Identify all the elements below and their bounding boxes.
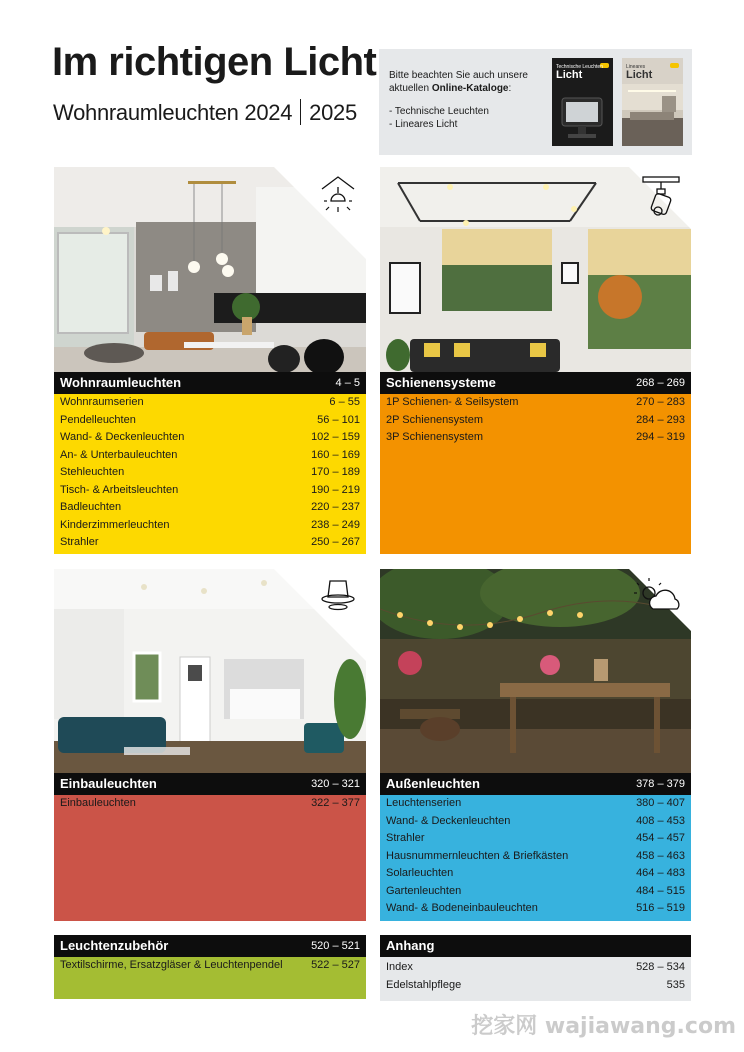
catalog-cover-technische-leuchten[interactable]: Technische Leuchten Licht [552,58,613,146]
section-list-einbauleuchten [54,795,366,921]
page-title: Im richtigen Licht [52,40,377,84]
list-item-pages: 160 – 169 [311,448,360,461]
sun-cloud-icon [631,575,687,617]
list-item-pages: 464 – 483 [636,867,685,879]
list-item-label: Textilschirme, Ersatzgläser & Leuchtenpendel [60,959,283,971]
section-bar-aussenleuchten[interactable] [380,773,691,795]
list-item-label: Badleuchten [60,501,122,513]
list-item-label: Hausnummernleuchten & Briefkästen [386,849,569,862]
list-item-pages: 102 – 159 [311,431,360,443]
list-item-pages: 322 – 377 [311,797,360,809]
online-catalogs-label: Online-Kataloge [431,83,509,94]
list-item[interactable] [54,429,366,447]
list-item-label: 1P Schienen- & Seilsystem [386,396,519,408]
list-item-label: Kinderzimmerleuchten [60,518,170,531]
list-item-pages: 458 – 463 [636,849,685,862]
list-item-label: Edelstahlpflege [386,978,462,991]
list-item[interactable] [380,959,691,977]
kitchen-image [622,84,683,146]
list-item-label: Tisch- & Arbeitsleuchten [60,483,179,496]
catalog-cover-lineares-licht[interactable]: Lineares Licht [622,58,683,146]
list-item-label: Index [386,961,413,973]
list-item-label: Wand- & Deckenleuchten [386,814,511,827]
list-item-pages: 528 – 534 [636,961,685,973]
page-subtitle [53,99,357,126]
section-list-aussenleuchten [380,795,691,921]
section-title: Einbauleuchten [60,776,157,791]
section-pages: 378 – 379 [636,778,685,790]
section-title: Leuchtenzubehör [60,938,169,953]
section-pages: 520 – 521 [311,940,360,952]
list-item[interactable] [54,394,366,412]
online-catalog-box[interactable] [379,49,692,155]
list-item[interactable] [54,957,366,975]
list-item-pages: 380 – 407 [636,797,685,809]
section-bar-wohnraumleuchten[interactable] [54,372,366,394]
list-item[interactable] [54,482,366,500]
online-catalog-text [389,69,549,131]
subtitle-year-end: 2025 [309,100,357,125]
list-item-pages: 250 – 267 [311,536,360,548]
list-item-label: Stehleuchten [60,466,125,478]
subtitle-divider [300,99,301,125]
list-item[interactable] [54,499,366,517]
section-pages: 320 – 321 [311,778,360,790]
online-item-lineares[interactable]: - Lineares Licht [389,119,458,130]
list-item-label: 3P Schienensystem [386,431,484,443]
section-pages: 4 – 5 [335,377,360,389]
list-item[interactable] [380,848,691,866]
list-item-label: Strahler [386,832,425,844]
list-item-label: An- & Unterbauleuchten [60,448,178,461]
schienen-photo[interactable] [380,167,691,372]
list-item-pages: 270 – 283 [636,396,685,408]
section-bar-einbauleuchten[interactable] [54,773,366,795]
list-item-pages: 170 – 189 [311,466,360,478]
watermark: 挖家网 wajiawang.com [471,1014,736,1039]
brand-logo [670,63,679,68]
list-item-label: Leuchtenserien [386,797,462,809]
recessed-light-icon [318,575,358,615]
list-item-pages: 190 – 219 [311,483,360,496]
list-item[interactable] [54,447,366,465]
list-item[interactable] [54,517,366,535]
list-item[interactable] [380,412,691,430]
list-item[interactable] [380,977,691,995]
section-bar-leuchtenzubehoer[interactable] [54,935,366,957]
list-item-label: Gartenleuchten [386,884,462,897]
list-item-pages: 484 – 515 [636,884,685,897]
online-item-technische[interactable]: - Technische Leuchten [389,106,489,117]
list-item[interactable] [54,464,366,482]
list-item-pages: 284 – 293 [636,413,685,426]
section-bar-schienensysteme[interactable] [380,372,691,394]
section-title: Wohnraumleuchten [60,375,182,390]
list-item[interactable] [380,795,691,813]
section-list-schienensysteme [380,394,691,554]
list-item[interactable] [380,865,691,883]
list-item[interactable] [380,883,691,901]
list-item-pages: 6 – 55 [329,396,360,408]
section-title: Außenleuchten [386,776,480,791]
list-item-pages: 220 – 237 [311,501,360,513]
list-item-label: Pendelleuchten [60,413,136,426]
list-item[interactable] [380,830,691,848]
list-item-pages: 238 – 249 [311,518,360,531]
list-item-label: Wand- & Bodeneinbauleuchten [386,902,538,914]
list-item-label: Solarleuchten [386,867,454,879]
online-line-2: aktuellen Online-Kataloge: [389,83,512,94]
list-item[interactable] [380,429,691,447]
list-item-pages: 294 – 319 [636,431,685,443]
list-item-label: Einbauleuchten [60,797,136,809]
list-item-pages: 56 – 101 [317,413,360,426]
list-item[interactable] [380,813,691,831]
einbau-photo[interactable] [54,569,366,773]
section-list-wohnraumleuchten [54,394,366,554]
section-bar-anhang[interactable] [380,935,691,957]
list-item-label: Wohnraumserien [60,396,144,408]
list-item[interactable] [54,534,366,552]
list-item-label: 2P Schienensystem [386,413,484,426]
section-list-anhang [380,957,691,1001]
list-item-label: Wand- & Deckenleuchten [60,431,185,443]
track-spotlight-icon [639,173,683,219]
subtitle-year-range: Wohnraumleuchten 2024 [53,100,293,125]
list-item[interactable] [54,795,366,813]
section-pages: 268 – 269 [636,377,685,389]
section-list-leuchtenzubehoer [54,957,366,999]
list-item[interactable] [54,412,366,430]
online-line-1: Bitte beachten Sie auch unsere [389,70,528,81]
list-item[interactable] [380,394,691,412]
list-item[interactable] [380,900,691,918]
list-item-pages: 535 [666,978,685,991]
list-item-label: Strahler [60,536,99,548]
section-title: Schienensysteme [386,375,496,390]
list-item-pages: 408 – 453 [636,814,685,827]
ceiling-lamp-house-icon [318,173,358,215]
wohnraum-photo[interactable] [54,167,366,372]
list-item-pages: 454 – 457 [636,832,685,844]
list-item-pages: 516 – 519 [636,902,685,914]
aussen-photo[interactable] [380,569,691,773]
list-item-pages: 522 – 527 [311,959,360,971]
section-title: Anhang [386,938,435,953]
floodlight-image [552,84,613,146]
